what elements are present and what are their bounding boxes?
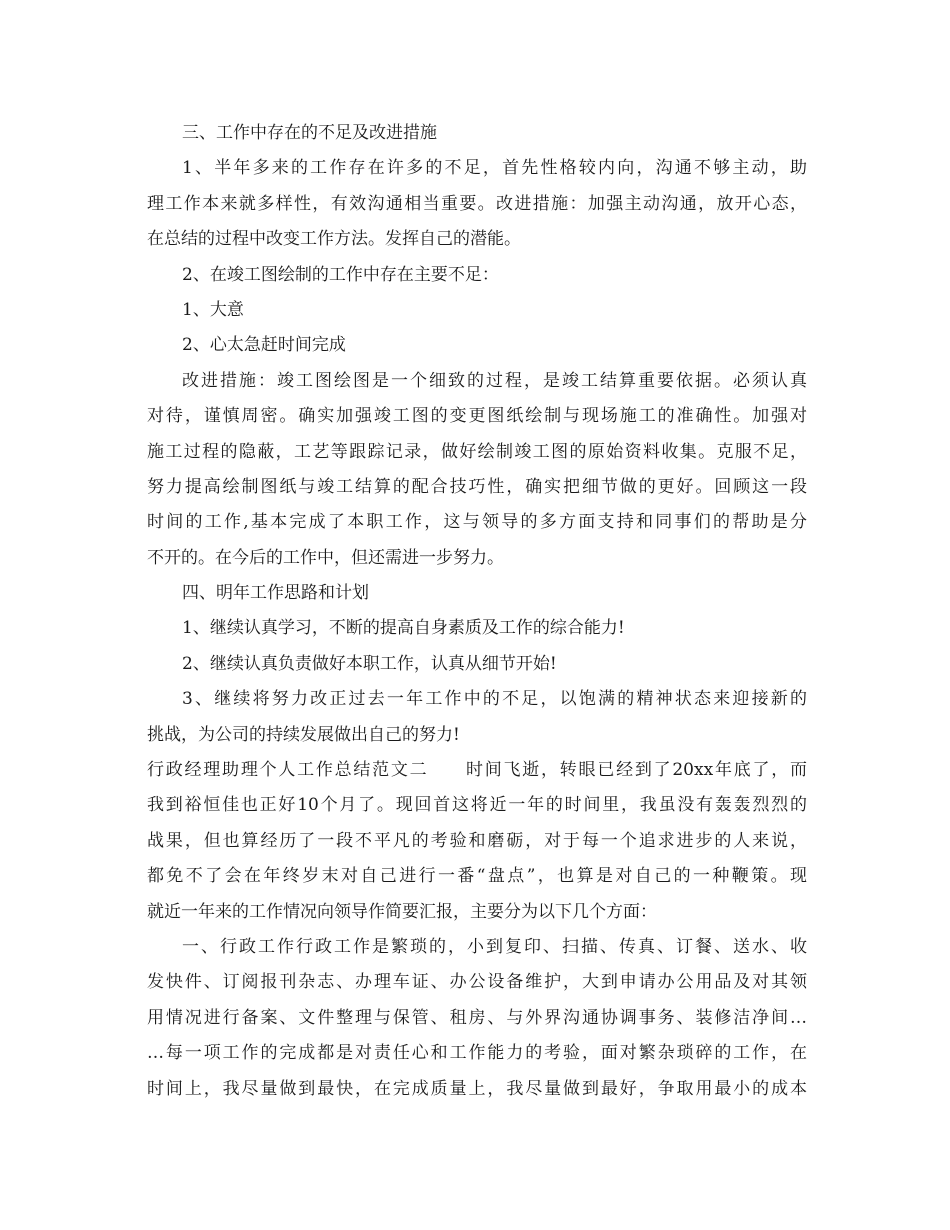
text-line: 不开的。在今后的工作中，但还需进一步努力。 — [147, 547, 504, 568]
text-line: 战果，但也算经历了一段不平凡的考验和磨砺，对于每一个追求进步的人来说， — [147, 830, 807, 851]
text-line: 四、明年工作思路和计划 — [182, 583, 369, 604]
text-line: 2、继续认真负责做好本职工作，认真从细节开始! — [182, 653, 557, 674]
text-line: 1、继续认真学习，不断的提高自身素质及工作的综合能力! — [182, 618, 625, 639]
text-line: 都免不了会在年终岁末对自己进行一番“盘点”，也算是对自己的一种鞭策。现 — [147, 866, 807, 887]
text-line: 用情况进行备案、文件整理与保管、租房、与外界沟通协调事务、装修洁净间… — [147, 1007, 807, 1028]
text-line: 发快件、订阅报刊杂志、办理车证、办公设备维护，大到申请办公用品及对其领 — [147, 972, 807, 993]
text-line: 1、大意 — [182, 299, 244, 320]
text-line: 对待，谨慎周密。确实加强竣工图的变更图纸绘制与现场施工的准确性。加强对 — [147, 406, 807, 427]
document-body — [147, 116, 807, 1107]
text-line: 理工作本来就多样性，有效沟通相当重要。改进措施：加强主动沟通，放开心态， — [147, 193, 807, 214]
text-line: 时间的工作,基本完成了本职工作，这与领导的多方面支持和同事们的帮助是分 — [147, 512, 807, 533]
text-line: 行政经理助理个人工作总结范文二 时间飞逝，转眼已经到了20xx年底了，而 — [147, 760, 807, 781]
text-line: 施工过程的隐蔽，工艺等跟踪记录，做好绘制竣工图的原始资料收集。克服不足， — [147, 441, 807, 462]
text-line: 挑战，为公司的持续发展做出自己的努力! — [147, 724, 460, 745]
text-line: 2、在竣工图绘制的工作中存在主要不足： — [182, 264, 499, 285]
text-line: 努力提高绘制图纸与竣工结算的配合技巧性，确实把细节做的更好。回顾这一段 — [147, 476, 807, 497]
text-line: 在总结的过程中改变工作方法。发挥自己的潜能。 — [147, 229, 521, 250]
text-line: 改进措施：竣工图绘图是一个细致的过程，是竣工结算重要依据。必须认真 — [182, 370, 807, 391]
text-line: 三、工作中存在的不足及改进措施 — [182, 123, 437, 143]
text-line: 时间上，我尽量做到最快，在完成质量上，我尽量做到最好，争取用最小的成本 — [147, 1078, 807, 1099]
text-line: 2、心太急赶时间完成 — [182, 335, 346, 356]
text-line: …每一项工作的完成都是对责任心和工作能力的考验，面对繁杂琐碎的工作，在 — [147, 1043, 807, 1064]
text-line: 一、行政工作行政工作是繁琐的，小到复印、扫描、传真、订餐、送水、收 — [182, 936, 807, 957]
text-line: 1、半年多来的工作存在许多的不足，首先性格较内向，沟通不够主动，助 — [182, 158, 807, 179]
text-line: 我到裕恒佳也正好10个月了。现回首这将近一年的时间里，我虽没有轰轰烈烈的 — [147, 795, 807, 816]
text-line: 3、继续将努力改正过去一年工作中的不足，以饱满的精神状态来迎接新的 — [182, 689, 807, 710]
text-line: 就近一年来的工作情况向领导作简要汇报，主要分为以下几个方面： — [147, 901, 657, 922]
